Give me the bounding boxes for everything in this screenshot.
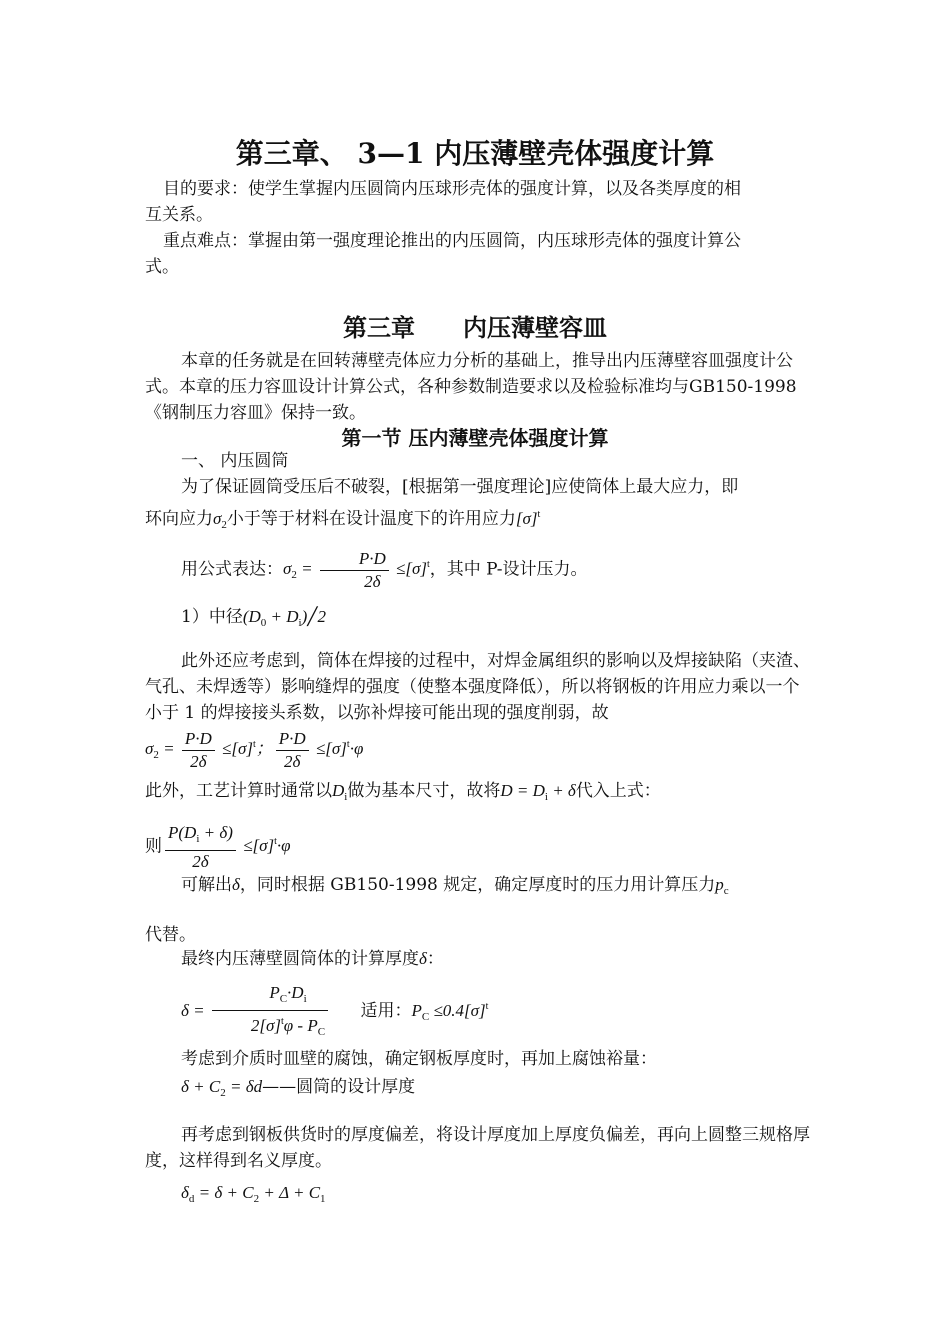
nominal-formula-line (145, 1180, 810, 1212)
para1-line1: 为了保证圆筒受压后不破裂，[根据第一强度理论]应使筒体上最大应力，即 (181, 477, 739, 497)
objective-line-2: 互关系。 (145, 205, 213, 225)
para3-a: 此外，工艺计算时通常以 (145, 781, 332, 801)
para4-a: 可解出 (181, 875, 232, 895)
para4-line1 (145, 872, 810, 904)
section-title: 第一节 压内薄壁壳体强度计算 (341, 426, 609, 450)
main-heading: 第三章、 3—1 内压薄壁壳体强度计算 (235, 137, 715, 170)
para1-hoop-label: 环向应力 (145, 509, 213, 529)
di-symbol: $D_i$ (332, 781, 348, 803)
para2: 此外还应考虑到，筒体在焊接的过程中，对焊金属组织的影响以及焊接缺陷（夹渣、气孔、未焊透等）影响缝焊的强度（使整本强度降低），所以将钢板的许用应力乘以一个小于 1 的焊接接头系数，以弥补焊接可能出现的强度削弱，故 (145, 651, 810, 723)
para6: 考虑到介质时皿壁的腐蚀，确定钢板厚度时，再加上腐蚀裕量： (181, 1049, 657, 1069)
intro-paragraph: 本章的任务就是在回转薄壁壳体应力分析的基础上，推导出内压薄壁容皿强度计公式。本章的压力容皿设计计算公式，各种参数制造要求以及检验标准均与GB150-1998《钢制压力容皿》保持一致。 (145, 351, 797, 423)
chapter-title: 第三章 内压薄壁容皿 (343, 313, 607, 342)
para4-b: ，同时根据 GB150-1998 规定，确定厚度时的压力用计算压力 (239, 875, 716, 895)
mid-diameter-line (145, 604, 810, 636)
design-thickness-label: ——圆筒的设计厚度 (262, 1077, 416, 1097)
d-substitution: $D = D_i + \delta$ (500, 781, 576, 803)
para3 (145, 778, 810, 810)
weld-formula-line (145, 728, 810, 773)
formula-note: ，其中 P-设计压力。 (429, 559, 588, 580)
nominal-thickness-formula: $\delta_d = \delta + C_2 + \Delta + C_1$ (181, 1183, 326, 1205)
design-thickness-formula: $\delta + C_2 = \delta d$ (181, 1077, 263, 1099)
para7: 再考虑到钢板供货时的厚度偏差，将设计厚度加上厚度负偏差，再向上圆整三规格厚度，这样得到名义厚度。 (145, 1125, 810, 1171)
mid-diameter-label: 1）中径 (181, 607, 243, 627)
applies-condition: $P_C \le 0.4[\sigma]^t$ (411, 1001, 489, 1024)
weld-formula: $\sigma_2$ = $\frac{P\cdot D}{2\delta}$ $\le[\sigma]^t$； $\frac{P\cdot D}{2\delta}$ $\le[\sigma]^t\cdot\varphi$ (145, 729, 364, 771)
para1-allow-label: 小于等于材料在设计温度下的许用应力 (226, 509, 516, 529)
formula-line (145, 548, 810, 593)
pc-symbol: $p_c$ (715, 875, 729, 897)
final-formula-line (145, 982, 810, 1043)
then-label: 则 (145, 836, 162, 857)
para3-c: 代入上式： (575, 781, 661, 801)
design-thickness-line (145, 1074, 810, 1106)
key-line-1: 重点难点：掌握由第一强度理论推出的内压圆筒，内压球形壳体的强度计算公 (163, 231, 741, 251)
applies-label: 适用： (360, 1001, 412, 1022)
allowable-stress-symbol: $[\sigma]^t$ (515, 509, 541, 528)
para3-b: 做为基本尺寸，故将 (347, 781, 501, 801)
mid-diameter-formula: ($D_0$ + $D_i)╱2$ (242, 607, 326, 629)
para4-line2: 代替。 (145, 925, 196, 945)
final-thickness-formula: δ = $\frac{P_C\cdot D_i}{2[\sigma]^t\varphi - P_C}$ (181, 1001, 331, 1020)
para5: 最终内压薄壁圆筒体的计算厚度δ： (181, 949, 444, 969)
para5-text: 最终内压薄壁圆筒体的计算厚度 (181, 949, 419, 969)
key-points-paragraph (145, 228, 810, 280)
delta-symbol-2: δ (419, 949, 427, 968)
objective-line-1: 目的要求：使学生掌握内压圆筒内压球形壳体的强度计算，以及各类厚度的相 (163, 179, 741, 199)
sigma2-symbol: $\sigma_2$ (213, 509, 227, 531)
then-formula: $\frac{P(D_i + \delta)}{2\delta}$ $\le[\sigma]^t\cdot\varphi$ (162, 836, 291, 855)
objective-paragraph (145, 176, 810, 228)
key-line-2: 式。 (145, 257, 179, 277)
formula-label: 用公式表达： (181, 559, 283, 580)
then-formula-line (145, 822, 810, 873)
sigma2-formula: $\sigma_2$ = $\frac{P\cdot D}{2\delta}$ $\le[\sigma]^t$ (283, 549, 430, 591)
subsection-heading: 一、 内压圆筒 (181, 451, 289, 471)
delta-symbol: δ (232, 875, 240, 894)
para1-line2 (145, 502, 810, 538)
